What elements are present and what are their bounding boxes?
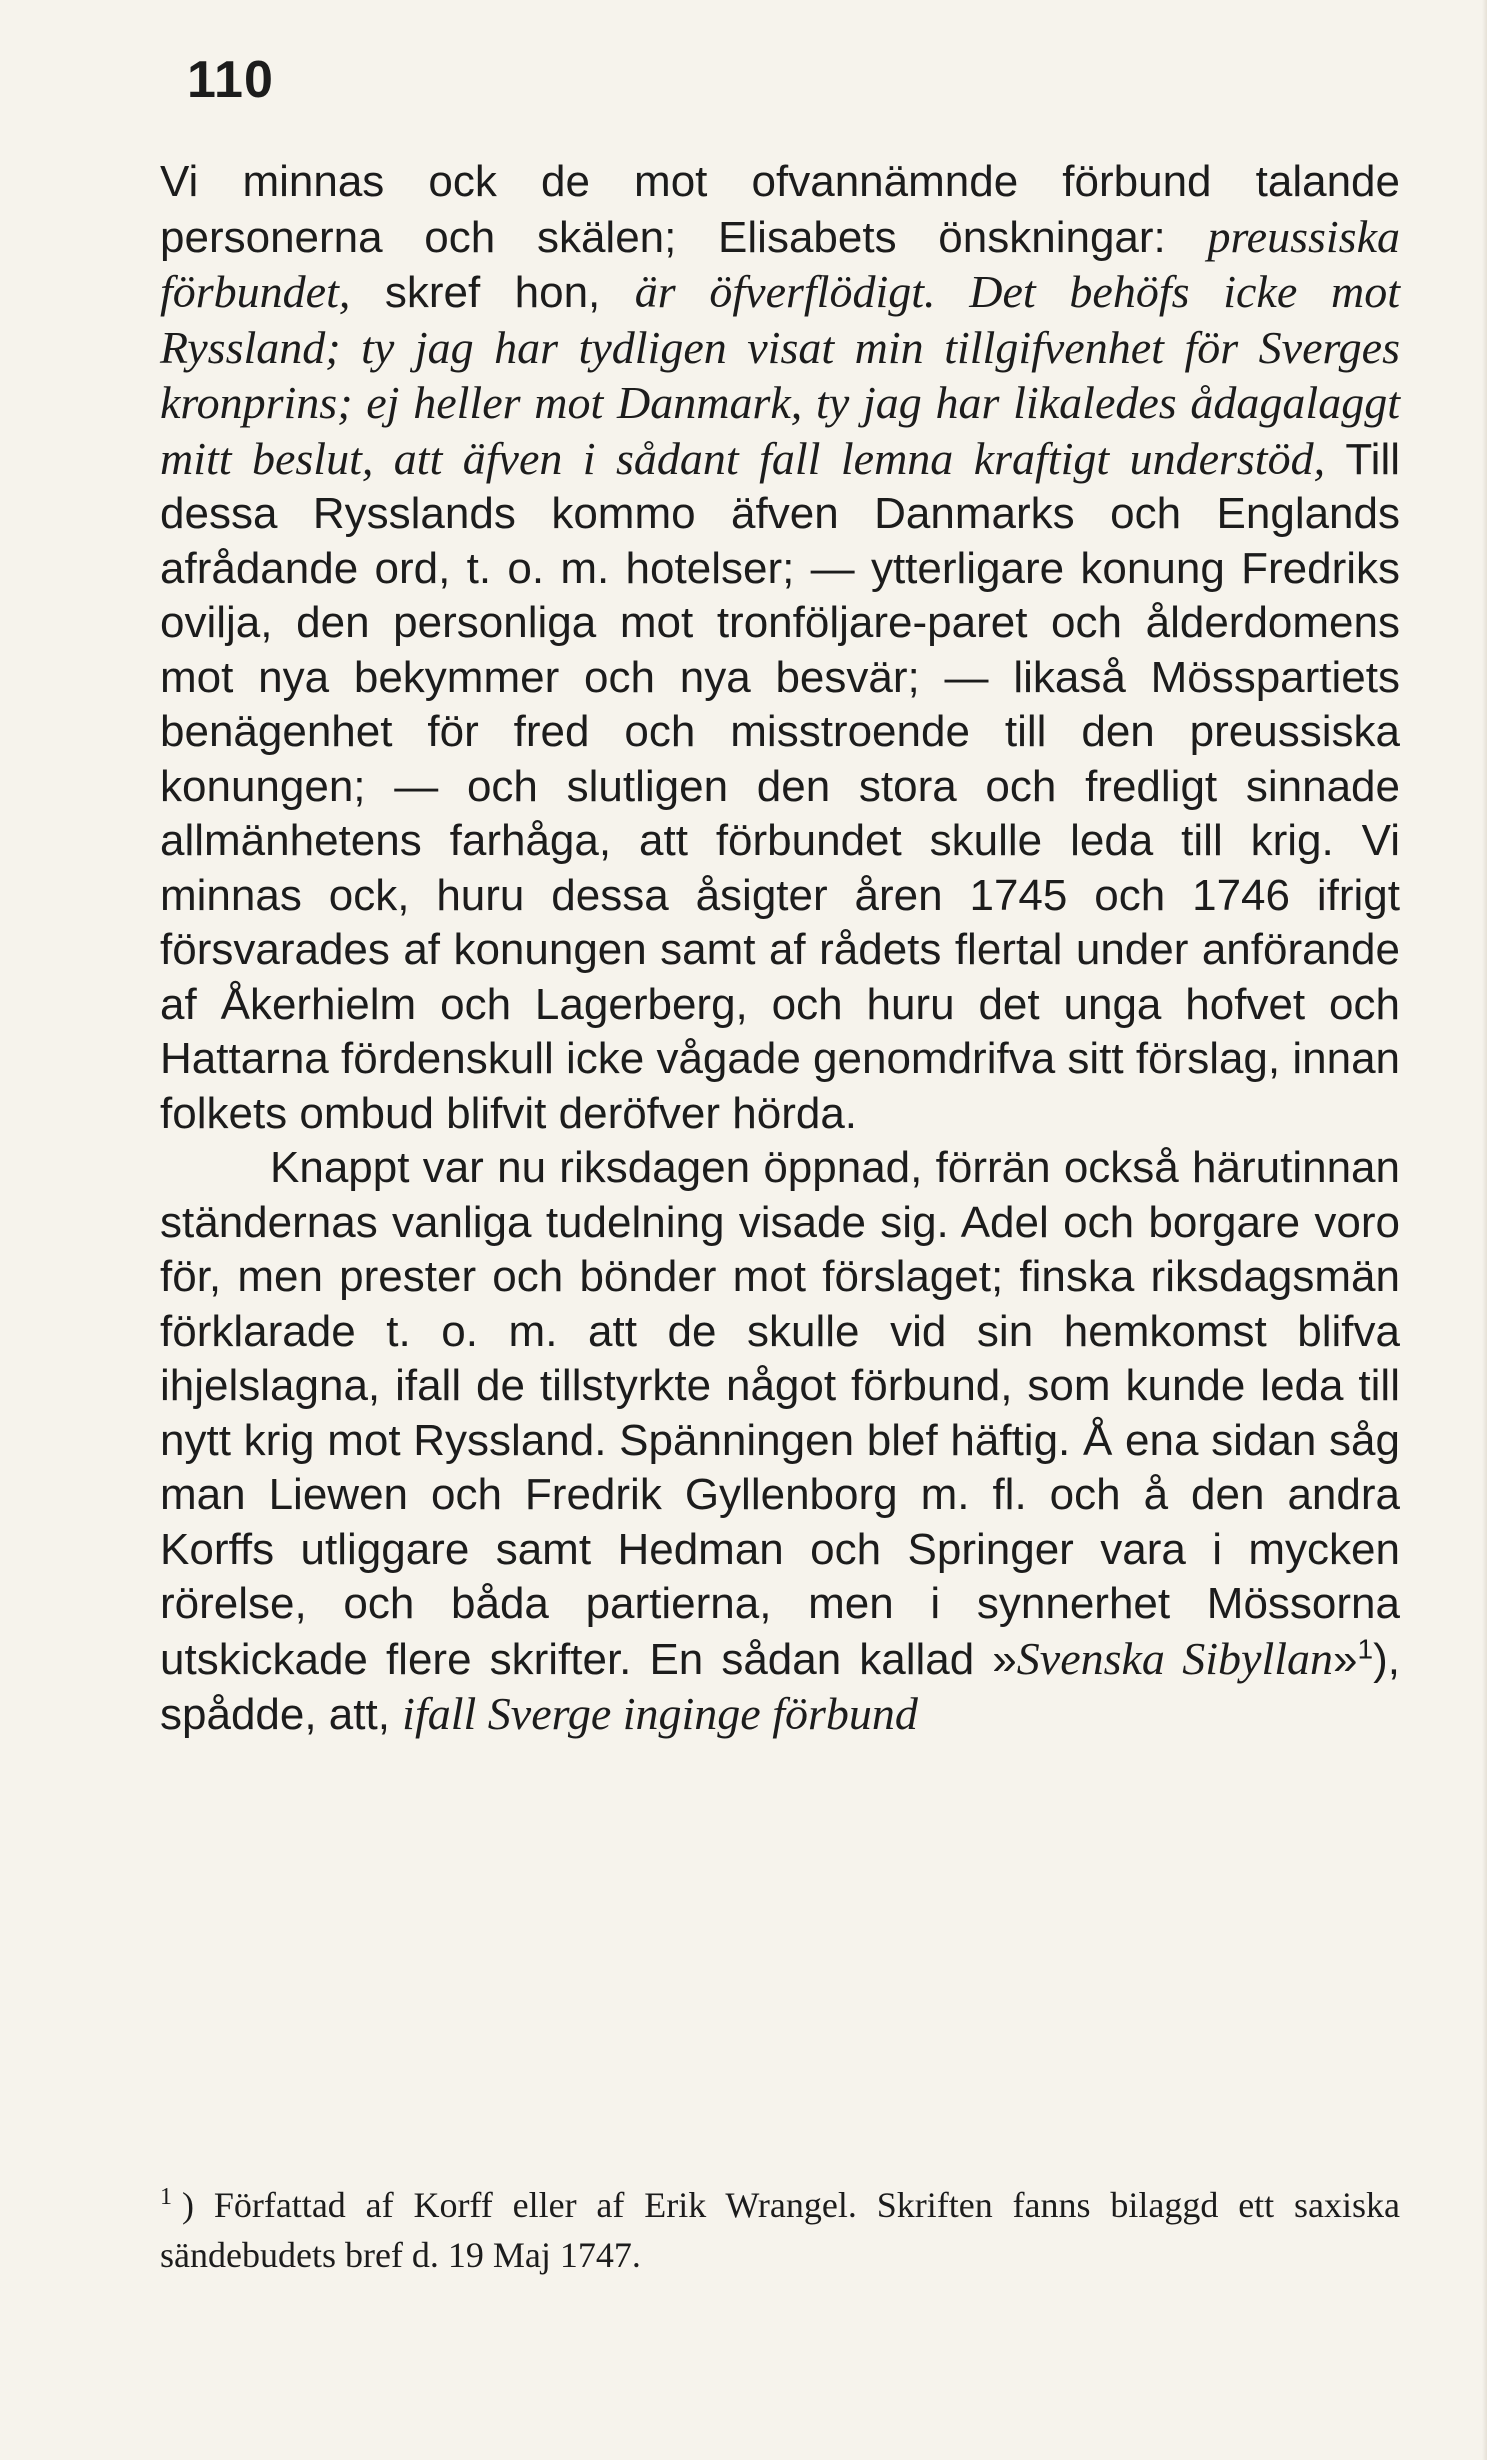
paragraph-2-segment-2: Svenska Sibyllan	[1016, 1632, 1334, 1684]
paragraph-2-segment-1: Knappt var nu riksdagen öppnad, förrän också härutinnan ständernas vanliga tudelning visade sig. Adel och borgare voro för, men prester och bönder mot förslaget; finska riksdagsmän förklarade t. o. m. att de skulle vid sin hemkomst blifva ihjelslagna, ifall de tillstyrkte något förbund, som kunde leda till nytt krig mot Ryssland. Spänningen blef häftig. Å ena sidan såg man Liewen och Fredrik Gyllenborg m. fl. och å den andra Korffs utliggare samt Hedman och Springer vara i mycken rörelse, och båda partierna, men i synnerhet Mössorna utskickade flere skrifter. En sådan kallad »	[160, 1143, 1400, 1684]
scan-edge	[1482, 0, 1487, 2460]
footnote-1-text: ) Författad af Korff eller af Erik Wrangel. Skriften fanns bilaggd ett saxiska sändebudets bref d. 19 Maj 1747.	[160, 2185, 1400, 2275]
page-number: 110	[187, 51, 274, 109]
paragraph-1-segment-3: skref hon,	[350, 268, 635, 317]
paragraph-2	[160, 1141, 1400, 1743]
footnotes	[160, 2180, 1400, 2280]
footnote-reference-1: 1	[1357, 1632, 1374, 1664]
footnote-1-marker: 1	[160, 2184, 172, 2210]
paragraph-2-segment-6: ifall Sverge inginge förbund	[402, 1688, 918, 1739]
paragraph-1-segment-5: Till dessa Rysslands kommo äfven Danmarks och Englands afrådande ord, t. o. m. hotelser; — ytterligare konung Fredriks ovilja, den personliga mot tronföljare-paret och ålderdomens mot nya bekymmer och nya besvär; — likaså Mösspartiets benägenhet för fred och misstroende till den preussiska konungen; — och slutligen den stora och fredligt sinnade allmänhetens farhåga, att förbundet skulle leda till krig. Vi minnas ock, huru dessa åsigter åren 1745 och 1746 ifrigt försvarades af konungen samt af rådets flertal under anförande af Åkerhielm och Lagerberg, och huru det unga hofvet och Hattarna fördenskull icke vågade genomdrifva sitt förslag, innan folkets ombud blifvit deröfver hörda.	[160, 434, 1401, 1138]
paragraph-2-segment-3: »	[1333, 1634, 1358, 1684]
main-text	[160, 155, 1400, 1743]
paragraph-2-segment-5: ), spådde, att,	[160, 1634, 1400, 1739]
paragraph-1-segment-4: är öfverflödigt. Det behöfs icke mot Ryssland; ty jag har tydligen visat min tillgifvenhet för Sverges kronprins; ej heller mot Danmark, ty jag har likaledes ådagalaggt mitt beslut, att äfven i sådant fall lemna kraftigt understöd,	[160, 266, 1400, 484]
paragraph-1-segment-1: Vi minnas ock de mot ofvannämnde förbund talande personerna och skälen; Elisabets önskningar:	[160, 157, 1400, 262]
paragraph-1-segment-2: preussiska förbundet,	[160, 210, 1400, 317]
paragraph-1	[160, 155, 1400, 1141]
footnote-1	[160, 2180, 1400, 2280]
